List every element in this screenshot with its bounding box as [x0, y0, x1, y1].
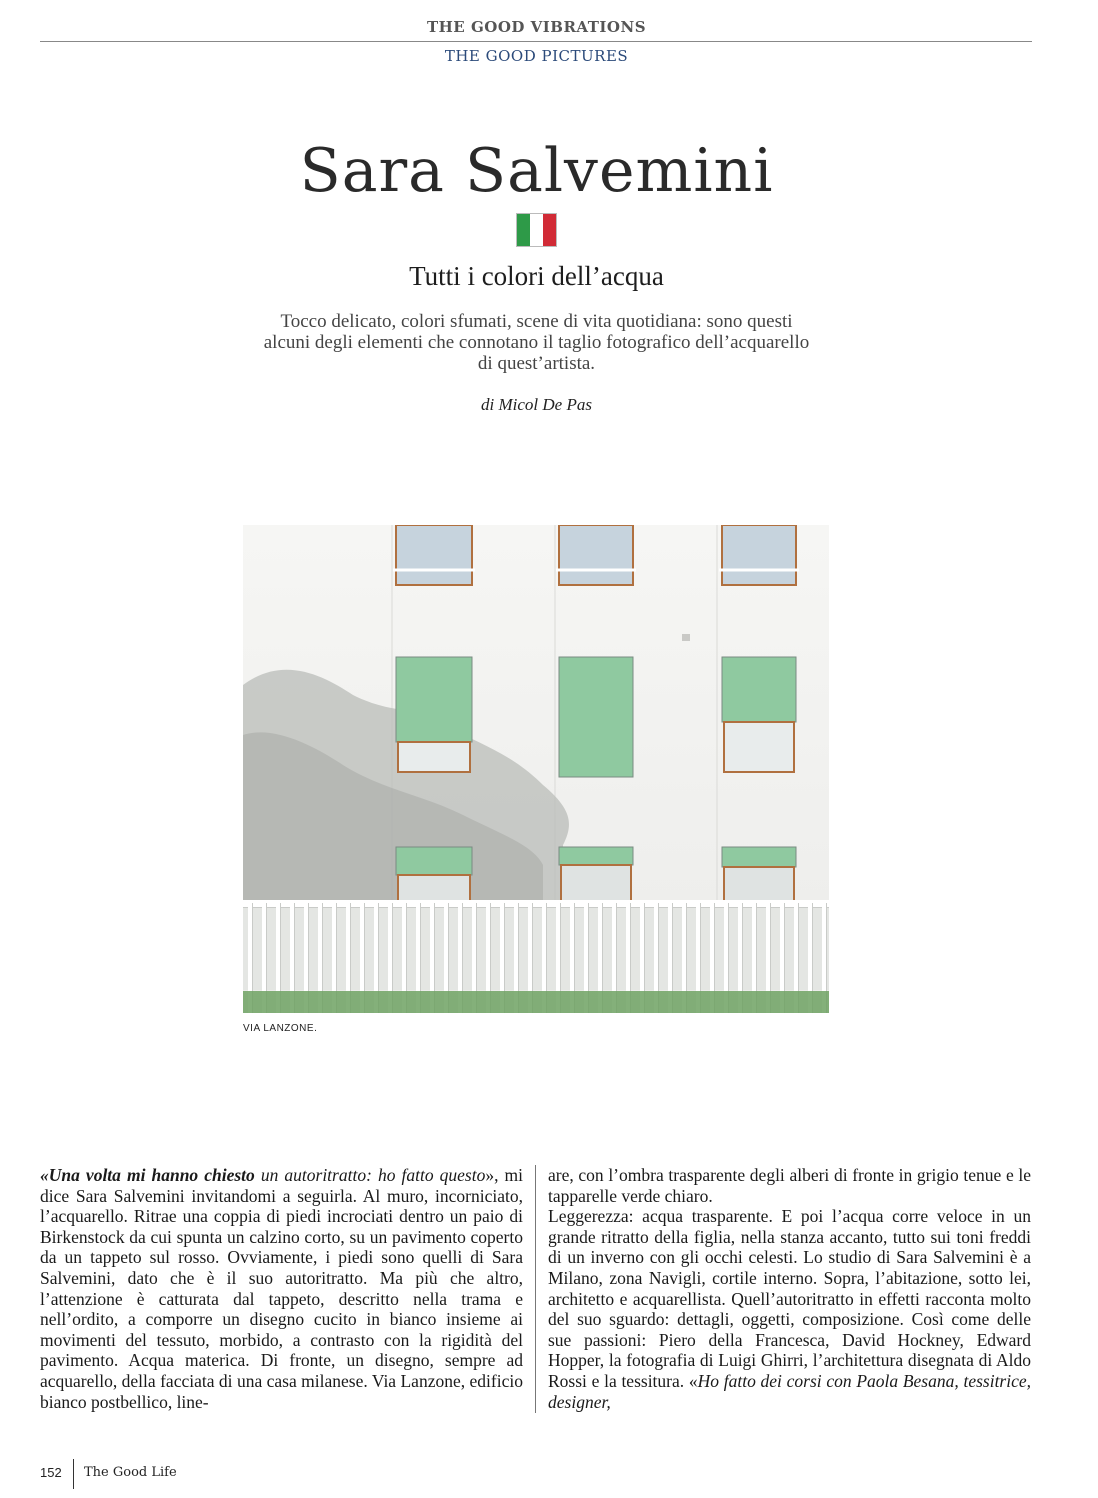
- page-number: 152: [40, 1465, 62, 1480]
- quote-opening-bold: «Una volta mi hanno chiesto: [40, 1165, 255, 1185]
- header-rule: [40, 41, 1032, 42]
- italian-flag-icon: [516, 213, 557, 247]
- article-subtitle: Tutti i colori dell’acqua: [409, 261, 664, 291]
- quote-opening-italic: un autoritratto: ho fatto questo: [254, 1165, 486, 1185]
- body-paragraph: [548, 1206, 1031, 1412]
- body-text: Leggerezza: acqua trasparente. E poi l’acqua corre veloce in un grande ritratto della figlia, nella stanza accanto, tutto sui toni freddi di un inverno con gli occhi celesti. Lo studio di Sara Salvemini è a Milano, zona Navigli, cortile interno. Sopra, l’abitazione, sotto lei, architetto e acquarellista. Quell’autoritratto in effetti racconta molto del suo sguardo: dettagli, oggetti, composizione. Così come delle sue passioni: Piero della Francesca, David Hockney, Edward Hopper, la fotografia di Luigi Ghirri, l’architettura disegnata di Aldo Rossi e la tessitura. «: [548, 1206, 1031, 1391]
- body-text: », mi dice Sara Salvemini invitandomi a seguirla. Al muro, incorniciato, l’acquarello. Ritrae una coppia di piedi incrociati dentro un paio di Birkenstock da cui spunta un calzino corto, su un pavimento coperto da un tappeto sul rosso. Ovviamente, i piedi sono quelli di Sara Salvemini, dato che è il suo autoritratto. Ma più che altro, l’attenzione è catturata dal tappeto, descritto nella trama e nell’ordito, a comporre un disegno cucito in bianco insieme ai movimenti del tessuto, morbido, a contrasto con la rigidità del pavimento. Acqua materica. Di fronte, un disegno, sempre ad acquarello, della facciata di una casa milanese. Via Lanzone, edificio bianco postbellico, line-: [40, 1165, 523, 1412]
- body-column-left: [40, 1165, 523, 1412]
- magazine-name: The Good Life: [84, 1465, 177, 1480]
- body-paragraph: are, con l’ombra trasparente degli alberi di fronte in grigio tenue e le tapparelle verde chiaro.: [548, 1165, 1031, 1206]
- body-column-right: [548, 1165, 1031, 1412]
- image-caption: VIA LANZONE.: [243, 1023, 318, 1034]
- body-paragraph: [40, 1165, 523, 1412]
- subsection-label: THE GOOD PICTURES: [444, 47, 629, 65]
- quote-italic: Ho fatto dei corsi con Paola Besana, tessitrice, designer,: [548, 1370, 1032, 1412]
- article-lead: Tocco delicato, colori sfumati, scene di vita quotidiana: sono questi alcuni degli elementi che connotano il taglio fotografico dell’acquarello di quest’artista.: [263, 311, 810, 374]
- column-divider: [535, 1165, 536, 1413]
- article-title: Sara Salvemini: [299, 136, 774, 206]
- watercolor-painting: [243, 525, 829, 1013]
- footer-divider: [73, 1459, 74, 1489]
- section-label: THE GOOD VIBRATIONS: [426, 18, 647, 36]
- article-byline: di Micol De Pas: [481, 395, 592, 414]
